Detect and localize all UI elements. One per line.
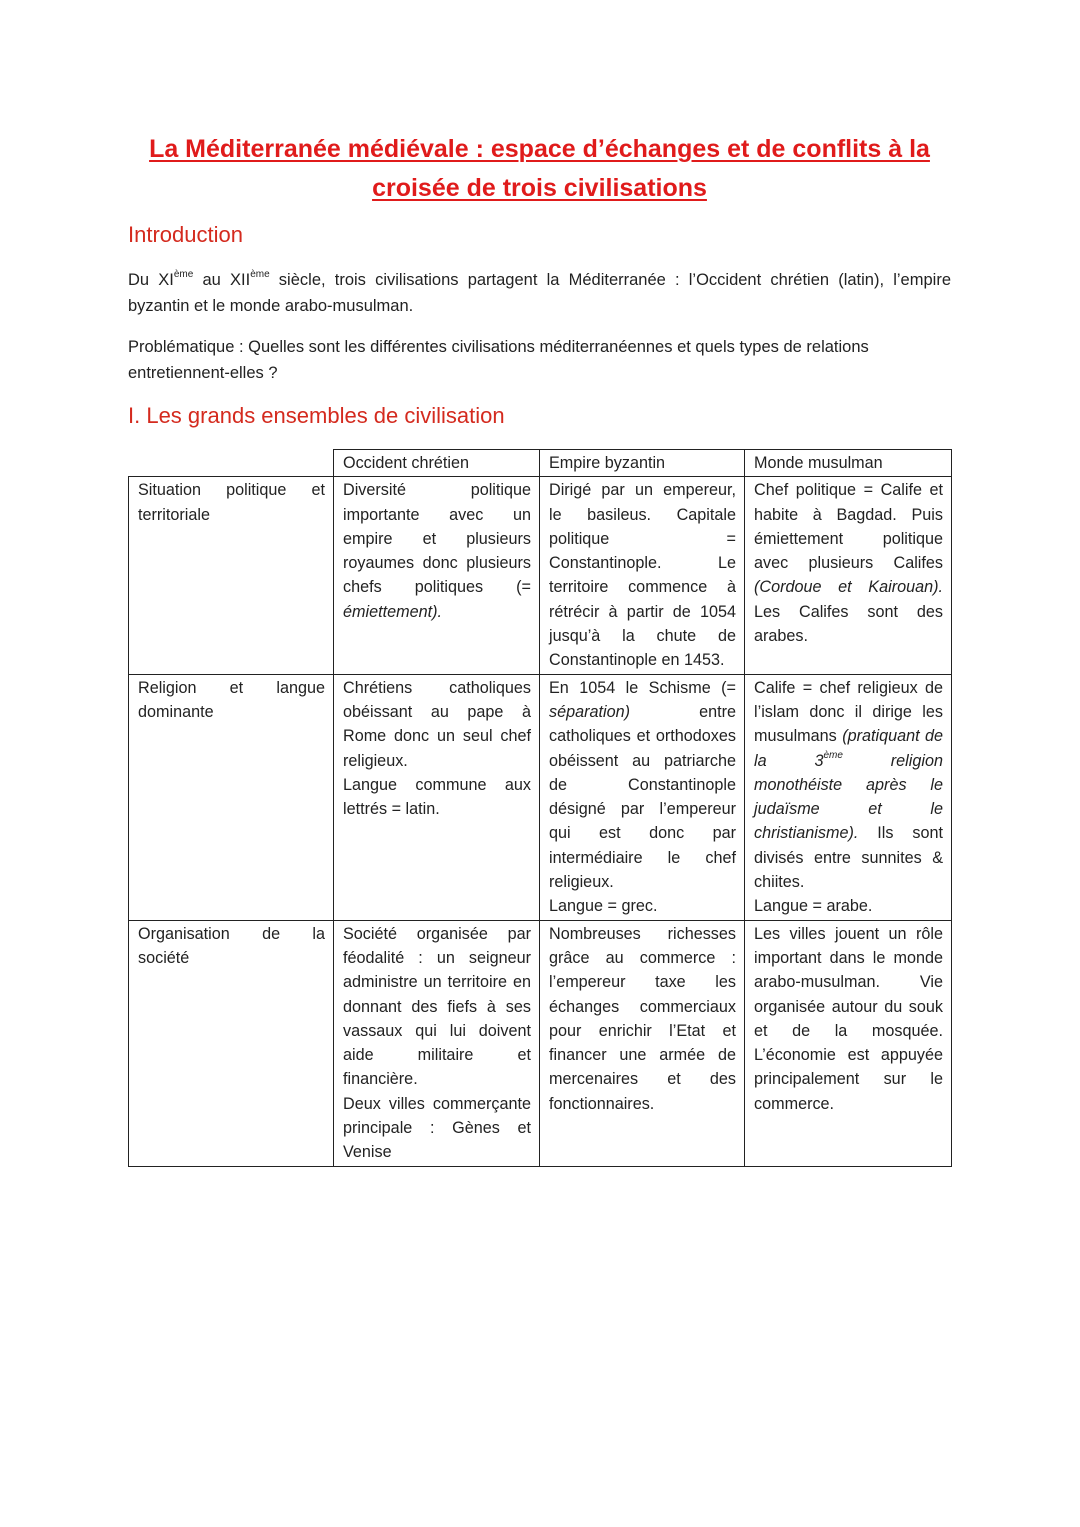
cell-musulman: Chef politique = Calife et habite à Bagdad. Puis émiettement politique avec plusieurs Califes (Cordoue et Kairouan). Les Califes sont des arabes. [745,477,952,674]
introduction-paragraph: Du XIème au XIIème siècle, trois civilisations partagent la Méditerranée : l’Occident chrétien (latin), l’empire byzantin et le monde arabo-musulman. [128,269,951,315]
row-label: Organisation de la société [129,920,334,1166]
title-line-2: croisée de trois civilisations [372,174,707,202]
table-row [129,477,952,674]
introduction-heading: Introduction [128,222,243,247]
cell-occident: Diversité politique importante avec un empire et plusieurs royaumes donc plusieurs chefs politiques (= émiettement). [334,477,540,674]
cell-byzantin: En 1054 le Schisme (= séparation) entre catholiques et orthodoxes obéissent au patriarche de Constantinople désigné par l’empereur qui est donc par intermédiaire le chef religieux. Langue = grec. [540,674,745,920]
table-row [129,674,952,920]
table-row [129,920,952,1166]
section-1-heading: I. Les grands ensembles de civilisation [128,403,505,428]
table-header-row [129,450,952,477]
document-title [128,130,951,208]
header-musulman: Monde musulman [745,450,952,477]
row-label: Situation politique et territoriale [129,477,334,674]
cell-byzantin: Dirigé par un empereur, le basileus. Capitale politique = Constantinople. Le territoire commence à rétrécir à partir de 1054 jusqu’à la chute de Constantinople en 1453. [540,477,745,674]
header-occident: Occident chrétien [334,450,540,477]
title-line-1: La Méditerranée médiévale : espace d’échanges et de conflits à la [149,135,930,163]
problematique-paragraph: Problématique : Quelles sont les différentes civilisations méditerranéennes et quels types de relations entretiennent-elles ? [128,338,869,382]
cell-byzantin: Nombreuses richesses grâce au commerce : l’empereur taxe les échanges commerciaux pour enrichir l’Etat et financer une armée de mercenaires et des fonctionnaires. [540,920,745,1166]
cell-musulman: Calife = chef religieux de l’islam donc il dirige les musulmans (pratiquant de la 3ème religion monothéiste après le judaïsme et le christianisme). Ils sont divisés entre sunnites & chiites. Langue = arabe. [745,674,952,920]
civilisations-table [128,449,952,1167]
table-corner-cell [129,450,334,477]
cell-musulman: Les villes jouent un rôle important dans le monde arabo-musulman. Vie organisée autour du souk et de la mosquée. L’économie est appuyée principalement sur le commerce. [745,920,952,1166]
header-byzantin: Empire byzantin [540,450,745,477]
cell-occident: Chrétiens catholiques obéissant au pape à Rome donc un seul chef religieux. Langue commune aux lettrés = latin. [334,674,540,920]
row-label: Religion et langue dominante [129,674,334,920]
cell-occident: Société organisée par féodalité : un seigneur administre un territoire en donnant des fiefs à ses vassaux qui lui doivent aide militaire et financière. Deux villes commerçante principale : Gènes et Venise [334,920,540,1166]
